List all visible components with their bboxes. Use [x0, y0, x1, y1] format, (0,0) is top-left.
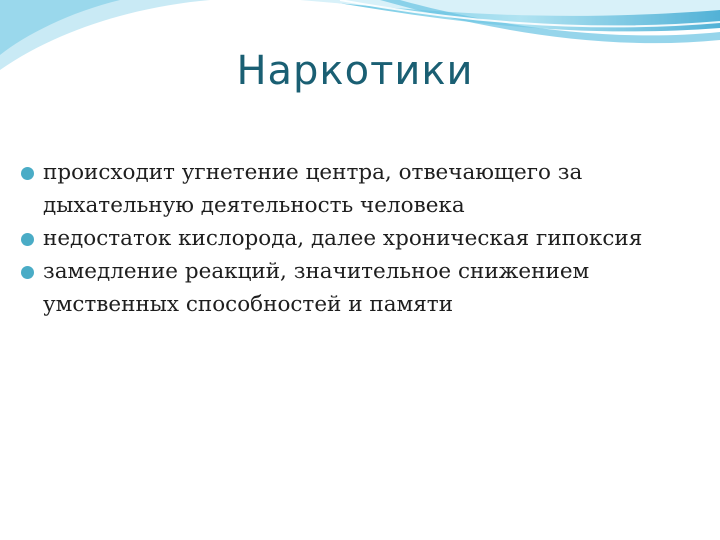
bullet-dot-icon: [21, 167, 34, 180]
bullet-list: [20, 156, 700, 321]
slide-title: Наркотики: [236, 48, 474, 94]
bullet-text: происходит угнетение центра, отвечающего за дыхательную деятельность человека: [43, 160, 583, 218]
bullet-text: недостаток кислорода, далее хроническая гипоксия: [43, 226, 643, 251]
bullet-item: [20, 156, 700, 222]
bullet-item: [20, 222, 700, 255]
bullet-item: [20, 255, 700, 321]
bullet-text: замедление реакций, значительное снижением умственных способностей и памяти: [43, 259, 590, 317]
bullet-dot-icon: [21, 266, 34, 279]
bullet-dot-icon: [21, 233, 34, 246]
